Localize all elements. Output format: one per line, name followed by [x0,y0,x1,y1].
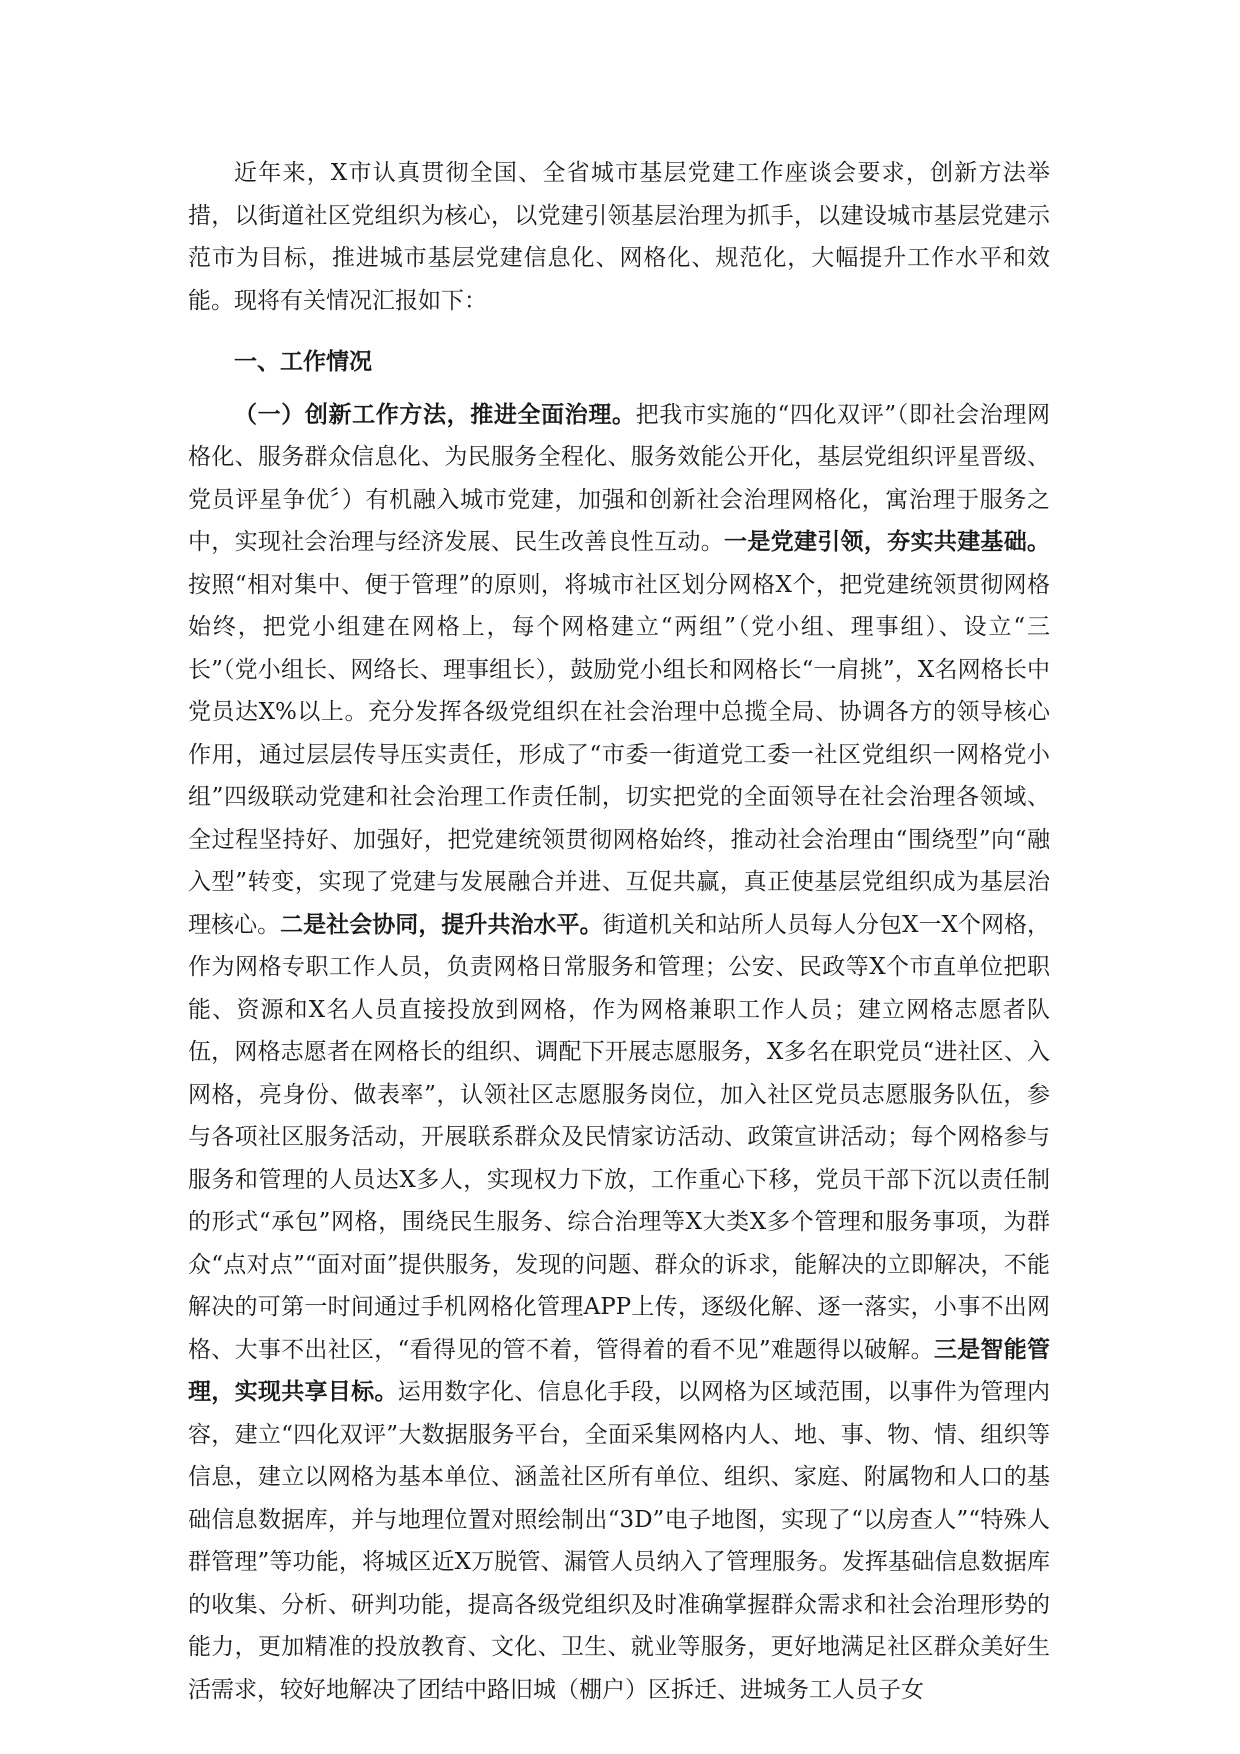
intro-paragraph: 近年来，X市认真贯彻全国、全省城市基层党建工作座谈会要求，创新方法举措，以街道社区党组织为核心，以党建引领基层治理为抓手，以建设城市基层党建示范市为目标，推进城市基层党建信息化、网格化、规范化，大幅提升工作水平和效能。现将有关情况汇报如下： [188,160,1050,314]
section1-text2: 按照“相对集中、便于管理”的原则，将城市社区划分网格X个，把党建统领贯彻网格始终，把党小组建在网格上，每个网格建立“两组”（党小组、理事组）、设立“三长”（党小组长、网络长、理事组长），鼓励党小组长和网格长“一肩挑”，X名网格长中党员达X%以上。充分发挥各级党组织在社会治理中总揽全局、协调各方的领导核心作用，通过层层传导压实责任，形成了“市委一街道党工委一社区党组织一网格党小组”四级联动党建和社会治理工作责任制，切实把党的全面领导在社会治理各领域、全过程坚持好、加强好，把党建统领贯彻网格始终，推动社会治理由“围绕型”向“融入型”转变，实现了党建与发展融合并进、互促共赢，真正使基层党组织成为基层治理核心。 [188,571,1050,938]
section1-lead: （一）创新工作方法，推进全面治理。 [234,401,636,428]
document-page [188,152,1050,1711]
point1-heading: 一是党建引领，夯实共建基础。 [724,529,1051,555]
section-heading: 一、工作情况 [234,349,372,375]
section1-text3: 街道机关和站所人员每人分包X一X个网格，作为网格专职工作人员，负责网格日常服务和管理；公安、民政等X个市直单位把职能、资源和X名人员直接投放到网格，作为网格兼职工作人员；建立网格志愿者队伍，网格志愿者在网格长的组织、调配下开展志愿服务，X多名在职党员“进社区、入网格，亮身份、做表率”，认领社区志愿服务岗位，加入社区党员志愿服务队伍，参与各项社区服务活动，开展联系群众及民情家访活动、政策宣讲活动；每个网格参与服务和管理的人员达X多人，实现权力下放，工作重心下移，党员干部下沉以责任制的形式“承包”网格，围绕民生服务、综合治理等X大类X多个管理和服务事项，为群众“点对点”“面对面”提供服务，发现的问题、群众的诉求，能解决的立即解决，不能解决的可第一时间通过手机网格化管理APP上传，逐级化解、逐一落实，小事不出网格、大事不出社区，“看得见的管不着，管得着的看不见”难题得以破解。 [188,911,1051,1363]
point3-heading: 三是智能管理，实现共享目标。 [188,1336,1050,1405]
point2-heading: 二是社会协同，提升共治水平。 [280,911,603,938]
section1-paragraph [188,394,1050,1712]
section1-text4: 运用数字化、信息化手段，以网格为区域范围，以事件为管理内容，建立“四化双评”大数据服务平台，全面采集网格内人、地、事、物、情、组织等信息，建立以网格为基本单位、涵盖社区所有单位、组织、家庭、附属物和人口的基础信息数据库，并与地理位置对照绘制出“3D”电子地图，实现了“以房查人”“特殊人群管理”等功能，将城区近X万脱管、漏管人员纳入了管理服务。发挥基础信息数据库的收集、分析、研判功能，提高各级党组织及时准确掌握群众需求和社会治理形势的能力，更加精准的投放教育、文化、卫生、就业等服务，更好地满足社区群众美好生活需求，较好地解决了团结中路旧城（棚户）区拆迁、进城务工人员子女 [188,1379,1051,1703]
section1-text1: 把我市实施的“四化双评”（即社会治理网格化、服务群众信息化、为民服务全程化、服务效能公开化，基层党组织评星晋级、党员评星争优〞）有机融入城市党建，加强和创新社会治理网格化，寓治理于服务之中，实现社会治理与经济发展、民生改善良性互动。 [188,401,1050,555]
